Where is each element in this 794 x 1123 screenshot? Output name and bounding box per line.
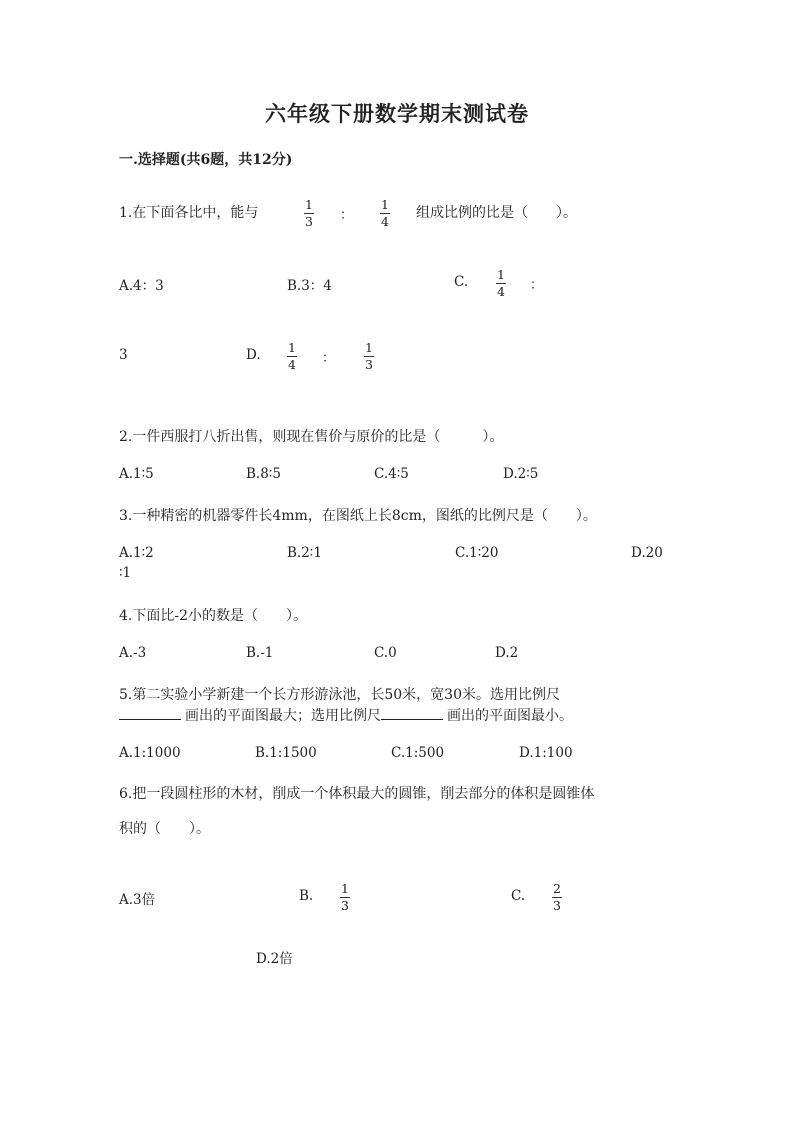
- q1-option-d-fraction-1: 1 4: [288, 340, 296, 372]
- q2-option-b[interactable]: B.8∶5: [246, 466, 281, 482]
- q1-stem-end: 组成比例的比是（ ）。: [416, 205, 577, 221]
- q1-option-d-colon: ：: [322, 351, 336, 366]
- q6-stem-line1: 6.把一段圆柱形的木材，削成一个体积最大的圆锥，削去部分的体积是圆锥体: [119, 786, 595, 802]
- q1-option-c-colon: ：: [530, 278, 544, 293]
- q4-option-a[interactable]: A.-3: [119, 645, 147, 661]
- q3-option-d-tail: ∶1: [119, 565, 132, 581]
- q5-stem-line2: 画出的平面图最大；选用比例尺 画出的平面图最小。: [119, 705, 573, 725]
- q1-fraction-2: 1 4: [381, 197, 389, 229]
- q1-option-d-label[interactable]: D.: [246, 347, 261, 363]
- q5-blank-2[interactable]: [381, 707, 443, 720]
- q5-option-a[interactable]: A.1:1000: [119, 745, 181, 761]
- section-heading: 一.选择题(共6题，共12分): [119, 152, 293, 168]
- q5-stem-line1: 5.第二实验小学新建一个长方形游泳池，长50米，宽30米。选用比例尺: [119, 687, 560, 703]
- q6-option-b-label[interactable]: B.: [299, 888, 314, 904]
- page-title: 六年级下册数学期末测试卷: [265, 101, 529, 126]
- q5-option-b[interactable]: B.1:1500: [255, 745, 317, 761]
- q2-option-a[interactable]: A.1∶5: [119, 466, 154, 482]
- q6-option-c-label[interactable]: C.: [511, 888, 526, 904]
- q2-option-d[interactable]: D.2∶5: [503, 466, 539, 482]
- q5-blank-1[interactable]: [119, 707, 181, 720]
- q5-option-d[interactable]: D.1:100: [519, 745, 573, 761]
- q6-option-c-fraction: 2 3: [553, 881, 561, 913]
- q1-ratio-colon: ：: [340, 208, 354, 223]
- q4-stem: 4.下面比-2小的数是（ ）。: [119, 608, 307, 624]
- q4-option-d[interactable]: D.2: [495, 645, 519, 661]
- q1-option-d-fraction-2: 1 3: [365, 340, 373, 372]
- q3-option-a[interactable]: A.1∶2: [119, 545, 154, 561]
- q6-option-b-fraction: 1 3: [341, 881, 349, 913]
- q6-stem-line2: 积的（ ）。: [119, 821, 210, 837]
- q1-option-c-tail: 3: [119, 347, 128, 363]
- q3-option-d[interactable]: D.20: [631, 545, 663, 561]
- q1-fraction-1: 1 3: [305, 197, 313, 229]
- q2-option-c[interactable]: C.4∶5: [374, 466, 409, 482]
- q1-option-c-fraction: 1 4: [497, 267, 505, 299]
- q1-option-a[interactable]: A.4：3: [119, 278, 164, 294]
- q3-stem: 3.一种精密的机器零件长4mm，在图纸上长8cm，图纸的比例尺是（ ）。: [119, 508, 597, 524]
- q2-stem: 2.一件西服打八折出售，则现在售价与原价的比是（ ）。: [119, 429, 504, 445]
- q6-option-d[interactable]: D.2倍: [256, 951, 293, 967]
- q4-option-b[interactable]: B.-1: [246, 645, 274, 661]
- q3-option-b[interactable]: B.2∶1: [287, 545, 322, 561]
- q5-option-c[interactable]: C.1:500: [391, 745, 445, 761]
- q4-option-c[interactable]: C.0: [374, 645, 397, 661]
- q6-option-a[interactable]: A.3倍: [119, 892, 156, 908]
- q3-option-c[interactable]: C.1∶20: [455, 545, 499, 561]
- q1-stem-start: 1.在下面各比中，能与: [119, 205, 259, 221]
- q1-option-b[interactable]: B.3：4: [287, 278, 332, 294]
- q1-option-c-label[interactable]: C.: [454, 274, 469, 290]
